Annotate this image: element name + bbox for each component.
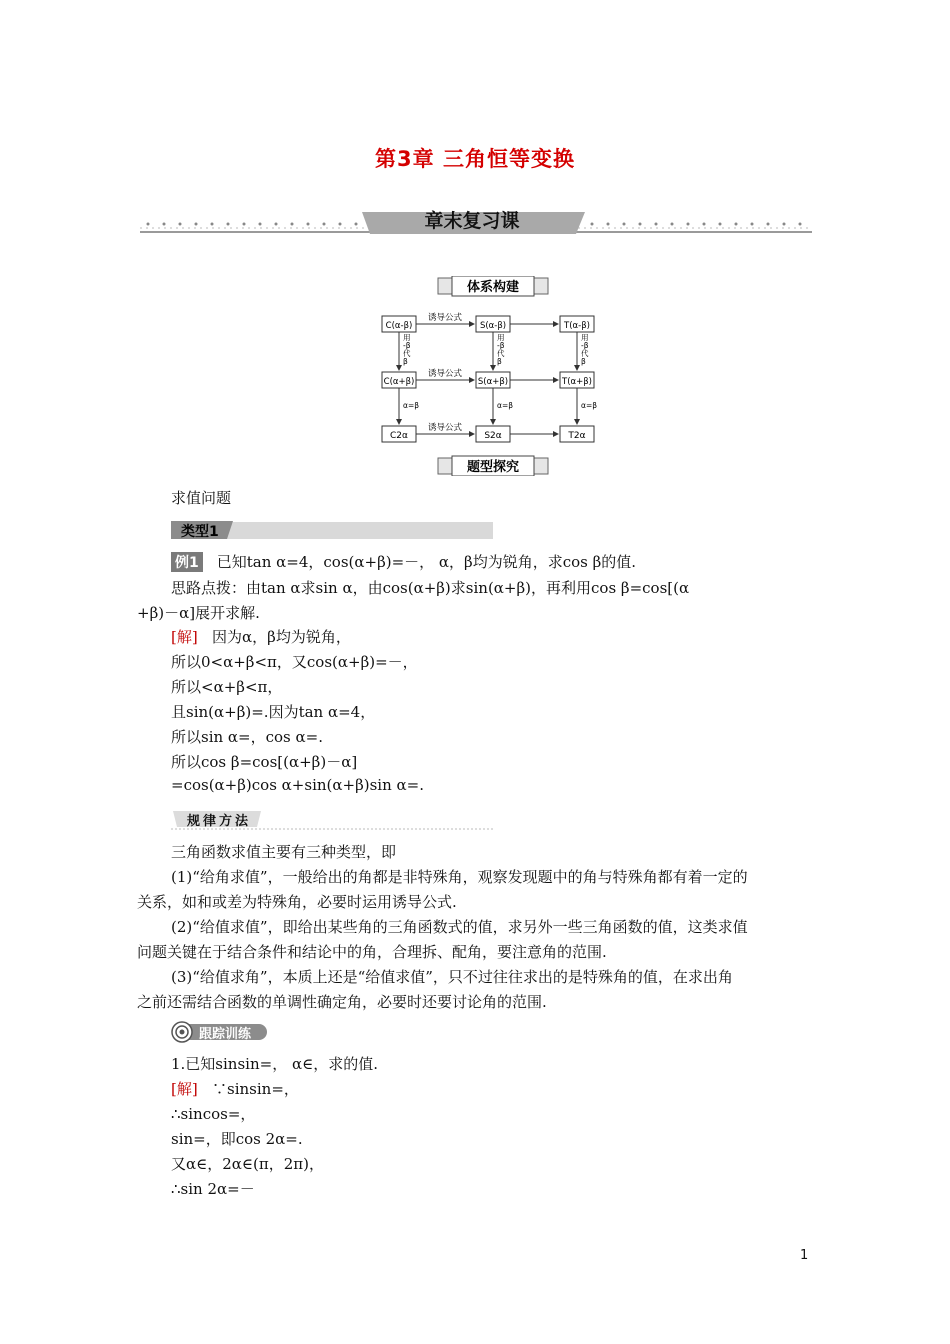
svg-text:C2α: C2α [390, 431, 408, 441]
box-s-minus [476, 316, 510, 332]
method-label-bar [171, 807, 493, 831]
section-title: 求值问题 [171, 489, 232, 507]
method-line: (2)“给值求值”，即给出某些角的三角函数式的值，求另外一些三角函数的值，这类求值 [171, 918, 748, 936]
box-c-plus [382, 372, 416, 388]
box-c-minus [382, 316, 416, 332]
svg-text:S2α: S2α [484, 431, 502, 441]
edge-label-induction-1: 诱导公式 [427, 313, 463, 323]
svg-text:β: β [497, 357, 502, 366]
svg-text:S(α+β): S(α+β) [477, 377, 509, 387]
svg-text:α=β: α=β [497, 401, 514, 410]
practice-line: ∴sincos=， [171, 1105, 256, 1123]
solution-line: =cos(α+β)cos α+sin(α+β)sin α=. [171, 776, 424, 794]
diagram-header-bottom-text: 题型探究 [466, 460, 520, 475]
practice-line: ∴sin 2α=－ [171, 1180, 255, 1198]
practice-line: sin=，即cos 2α=. [171, 1130, 303, 1148]
method-label: 规律方法 [187, 814, 252, 829]
svg-text:代: 代 [403, 349, 411, 358]
svg-text:代: 代 [581, 349, 589, 358]
practice-label: 跟踪训练 [199, 1027, 252, 1042]
svg-text:-β: -β [403, 341, 411, 350]
solution-line: 所以sin α=，cos α=. [171, 728, 323, 746]
svg-text:C(α+β): C(α+β) [383, 377, 415, 387]
practice-solution-label: [解] [171, 1080, 198, 1098]
practice-line: 又α∈，2α∈(π，2π)， [171, 1155, 324, 1173]
svg-text:-β: -β [581, 341, 589, 350]
solution-line: 所以<α+β<π， [171, 678, 283, 696]
box-t-minus [560, 316, 594, 332]
practice-question: 1.已知sinsin=， α∈，求的值. [171, 1055, 378, 1073]
method-line: 问题关键在于结合条件和结论中的角，合理拆、配角，要注意角的范围. [137, 943, 607, 961]
diagram-header-bottom [438, 456, 548, 476]
method-line: 关系，如和或差为特殊角，必要时运用诱导公式. [137, 893, 457, 911]
box-t-2a [560, 426, 594, 442]
solution-label: [解] [171, 628, 198, 646]
diagram-header-top [438, 276, 548, 296]
box-s-plus [476, 372, 510, 388]
review-banner [140, 208, 812, 236]
edge-label-induction-2: 诱导公式 [427, 369, 463, 379]
solution-line: 所以0<α+β<π，又cos(α+β)=－， [171, 653, 418, 671]
svg-text:用: 用 [497, 333, 505, 342]
edge-label-induction-3: 诱导公式 [427, 423, 463, 433]
example-line [171, 551, 636, 572]
svg-text:C(α-β): C(α-β) [385, 321, 413, 331]
svg-text:代: 代 [497, 349, 505, 358]
practice-solution-first-line [171, 1078, 299, 1099]
page-number: 1 [800, 1248, 809, 1263]
chapter-title: 第3章 三角恒等变换 [375, 147, 575, 171]
example-label: 例1 [171, 552, 203, 572]
hint-line-2: +β)－α]展开求解. [137, 604, 260, 622]
solution-line: 因为α，β均为锐角， [212, 628, 351, 646]
knowledge-diagram [370, 276, 610, 476]
diagram-header-top-text: 体系构建 [466, 280, 520, 295]
svg-text:-β: -β [497, 341, 505, 350]
method-line: (1)“给角求值”，一般给出的角都是非特殊角，观察发现题中的角与特殊角都有着一定的 [171, 868, 748, 886]
type-label-bar [171, 520, 493, 540]
svg-text:S(α-β): S(α-β) [479, 321, 507, 331]
svg-text:β: β [403, 357, 408, 366]
svg-text:用: 用 [581, 333, 589, 342]
svg-text:α=β: α=β [581, 401, 598, 410]
practice-line: ∵sinsin=， [212, 1080, 299, 1098]
box-s-2a [476, 426, 510, 442]
box-t-plus [560, 372, 594, 388]
hint-line-1: 思路点拨：由tan α求sin α，由cos(α+β)求sin(α+β)，再利用cos β=cos[(α [171, 579, 690, 597]
method-line: 之前还需结合函数的单调性确定角，必要时还要讨论角的范围. [137, 993, 547, 1011]
method-intro: 三角函数求值主要有三种类型，即 [171, 843, 397, 861]
solution-first-line [171, 626, 351, 647]
practice-label-bar [171, 1021, 271, 1043]
example-text: 已知tan α=4，cos(α+β)=－， α，β均为锐角，求cos β的值. [216, 553, 637, 571]
box-c-2a [382, 426, 416, 442]
svg-text:T(α+β): T(α+β) [562, 377, 592, 387]
solution-line: 且sin(α+β)=.因为tan α=4， [171, 703, 376, 721]
type-label: 类型1 [181, 524, 219, 540]
svg-text:T2α: T2α [568, 431, 586, 441]
review-title: 章末复习课 [424, 210, 520, 232]
svg-text:T(α-β): T(α-β) [564, 321, 590, 331]
svg-text:用: 用 [403, 333, 411, 342]
svg-text:β: β [581, 357, 586, 366]
svg-text:α=β: α=β [403, 401, 420, 410]
method-line: (3)“给值求角”，本质上还是“给值求值”，只不过往往求出的是特殊角的值，在求出角 [171, 968, 733, 986]
solution-line: 所以cos β=cos[(α+β)－α] [171, 753, 358, 771]
